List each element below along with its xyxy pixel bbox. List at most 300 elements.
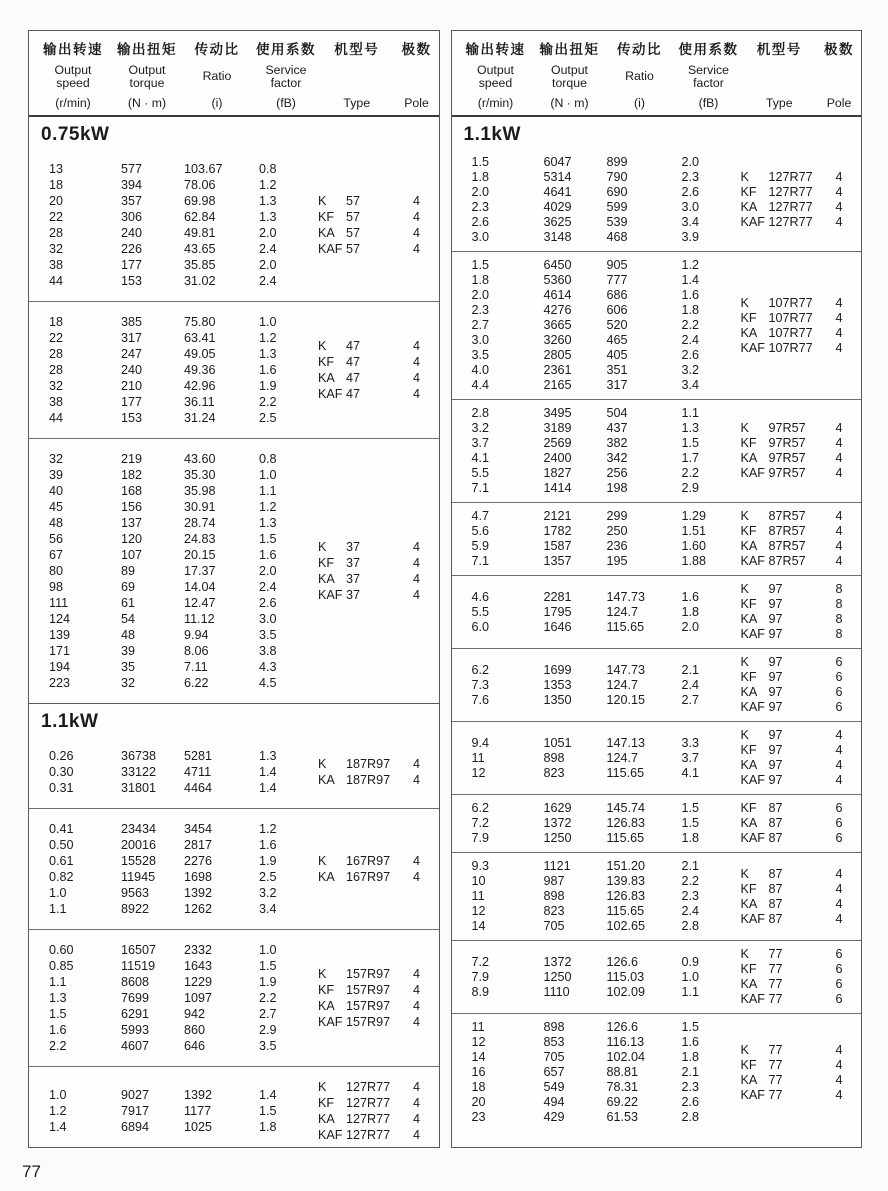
cell-ratio: 116.13: [606, 1035, 645, 1049]
cell-output-speed: 1.5: [49, 1007, 67, 1021]
cell-pole: 6: [835, 992, 843, 1006]
cell-output-speed: 6.2: [471, 801, 490, 815]
cell-ratio: 102.09: [606, 984, 646, 999]
cell-output-torque: 247: [121, 347, 143, 361]
cell-output-speed: 0.61: [49, 854, 74, 868]
cell-output-speed: 171: [49, 644, 71, 658]
cell-service-factor: 2.0: [259, 258, 277, 272]
cell-output-speed: 11: [471, 1020, 485, 1034]
type-model: 167R97: [346, 870, 391, 884]
power-section-title: 1.1kW: [463, 124, 521, 145]
cell-output-torque: 120: [121, 532, 143, 546]
column-header-service-factor: [255, 38, 317, 110]
cell-pole: 4: [835, 554, 843, 568]
cell-pole: 4: [835, 200, 843, 214]
type-prefix: KAF: [318, 387, 343, 401]
data-block: [452, 575, 862, 648]
cell-pole: 4: [412, 371, 420, 385]
cell-service-factor: 2.4: [681, 677, 700, 692]
type-row: [738, 421, 860, 436]
cell-type: [738, 326, 820, 341]
header-unit: Pole: [826, 96, 852, 110]
cell-output-torque: 2569: [543, 436, 572, 450]
cell-output-speed: 48: [49, 516, 64, 530]
cell-pole: 4: [835, 773, 843, 787]
type-row: [315, 1014, 437, 1030]
cell-output-speed: 1.6: [49, 1023, 67, 1037]
cell-service-factor: 1.5: [259, 1104, 277, 1118]
cell-pole: 6: [835, 655, 843, 669]
type-model: 167R97: [346, 854, 391, 868]
type-list: [738, 853, 860, 940]
cell-ratio: 790: [606, 170, 628, 184]
cell-type: [738, 554, 820, 569]
cell-service-factor: 0.8: [259, 162, 277, 176]
cell-output-torque: 494: [543, 1095, 565, 1109]
cell-service-factor: 2.0: [681, 155, 700, 169]
cell-type: [315, 354, 397, 370]
cell-ratio: 124.7: [606, 604, 639, 619]
cell-output-torque: 898: [543, 750, 565, 765]
cell-output-speed: 2.3: [471, 303, 490, 317]
cell-service-factor: 1.9: [259, 379, 277, 393]
cell-output-speed: 80: [49, 564, 64, 578]
type-model: 37: [346, 540, 361, 554]
cell-ratio: 860: [184, 1023, 206, 1037]
cell-service-factor: 3.4: [259, 902, 277, 916]
cell-output-speed: 7.3: [471, 677, 490, 692]
column-header-ratio: [179, 38, 255, 110]
cell-output-speed: 9.4: [471, 735, 490, 750]
type-prefix: KAF: [740, 466, 765, 480]
type-model: 127R77: [346, 1128, 391, 1142]
type-prefix: KF: [740, 1057, 757, 1072]
type-model: 97: [768, 597, 783, 611]
cell-pole: 4: [412, 556, 420, 570]
cell-output-speed: 8.9: [471, 984, 490, 999]
cell-output-torque: 1250: [543, 831, 572, 845]
cell-output-torque: 226: [121, 242, 143, 256]
cell-output-speed: 16: [471, 1065, 486, 1079]
cell-pole: 4: [835, 539, 843, 553]
cell-output-speed: 20: [471, 1095, 486, 1109]
cell-ratio: 88.81: [606, 1065, 639, 1079]
cell-output-speed: 1.5: [471, 258, 490, 272]
cell-output-torque: 394: [121, 178, 143, 192]
header-label-en: Output speed: [477, 62, 514, 90]
cell-pole: 4: [835, 451, 843, 465]
cell-pole: 4: [835, 758, 843, 772]
cell-output-torque: 1699: [543, 662, 572, 677]
cell-ratio: 120.15: [606, 692, 646, 707]
type-model: 97: [768, 700, 783, 714]
cell-output-torque: 2281: [543, 589, 572, 604]
cell-type: [738, 728, 820, 743]
type-model: 47: [346, 387, 361, 401]
cell-ratio: 7.11: [184, 660, 208, 674]
cell-pole: 4: [412, 983, 420, 997]
type-model: 187R97: [346, 773, 391, 787]
cell-type: [738, 1088, 820, 1103]
cell-output-torque: 5360: [543, 273, 572, 287]
cell-ratio: 115.65: [606, 765, 645, 780]
type-row: [738, 670, 860, 685]
type-prefix: KAF: [740, 773, 765, 787]
type-prefix: KA: [740, 816, 758, 830]
cell-ratio: 49.05: [184, 347, 216, 361]
cell-output-speed: 28: [49, 363, 64, 377]
cell-type: [738, 421, 820, 436]
cell-output-torque: 4607: [121, 1039, 150, 1053]
type-model: 97: [768, 582, 783, 596]
cell-pole: 4: [835, 215, 843, 229]
cell-ratio: 1177: [184, 1104, 212, 1118]
type-prefix: KF: [740, 597, 757, 611]
cell-output-torque: 5993: [121, 1023, 150, 1037]
data-block: [29, 301, 439, 438]
type-model: 37: [346, 588, 361, 602]
cell-output-torque: 23434: [121, 822, 157, 836]
type-row: [738, 867, 860, 882]
spec-table-right: [451, 30, 863, 1148]
cell-pole: 6: [835, 947, 843, 961]
type-row: [738, 655, 860, 670]
cell-pole: 4: [835, 911, 843, 926]
cell-output-torque: 32: [121, 676, 136, 690]
cell-output-speed: 98: [49, 580, 64, 594]
cell-type: [738, 170, 820, 185]
header-unit: (fB): [276, 96, 296, 110]
header-label-en: Output torque: [128, 62, 166, 90]
cell-output-torque: 705: [543, 1050, 565, 1064]
cell-service-factor: 1.7: [681, 451, 700, 465]
cell-ratio: 31.24: [184, 411, 216, 425]
spec-table-left: [28, 30, 440, 1148]
type-row: [315, 241, 437, 257]
cell-output-torque: 168: [121, 484, 143, 498]
cell-service-factor: 1.6: [259, 548, 277, 562]
type-list: [315, 149, 437, 301]
cell-output-torque: 107: [121, 548, 143, 562]
cell-output-speed: 32: [49, 379, 64, 393]
cell-output-speed: 4.7: [471, 509, 490, 523]
cell-ratio: 115.65: [606, 904, 645, 918]
cell-output-speed: 0.85: [49, 959, 74, 973]
cell-type: [738, 801, 820, 816]
cell-service-factor: 1.3: [259, 347, 277, 361]
cell-type: [315, 998, 397, 1014]
cell-output-torque: 1350: [543, 692, 572, 707]
cell-service-factor: 1.2: [259, 178, 277, 192]
type-row: [738, 215, 860, 230]
cell-pole: 6: [835, 816, 843, 830]
cell-pole: 4: [412, 355, 420, 369]
type-model: 97: [768, 728, 783, 742]
cell-ratio: 35.30: [184, 468, 216, 482]
cell-output-torque: 1357: [543, 554, 572, 568]
cell-service-factor: 1.8: [681, 831, 700, 845]
column-header-output-speed: [454, 38, 538, 110]
cell-output-torque: 2121: [543, 509, 572, 523]
type-row: [738, 912, 860, 927]
type-model: 127R77: [346, 1112, 391, 1126]
data-block: [29, 808, 439, 929]
type-row: [738, 524, 860, 539]
type-list: [315, 930, 437, 1066]
cell-service-factor: 3.7: [681, 750, 700, 765]
cell-service-factor: 2.6: [681, 1095, 700, 1109]
type-row: [738, 311, 860, 326]
cell-output-speed: 7.2: [471, 954, 490, 969]
cell-pole: 4: [835, 881, 843, 896]
column-header-type: [317, 38, 397, 110]
cell-output-torque: 177: [121, 395, 143, 409]
cell-ratio: 30.91: [184, 500, 216, 514]
cell-output-speed: 40: [49, 484, 64, 498]
type-list: [738, 576, 860, 648]
type-model: 87: [768, 831, 783, 845]
cell-service-factor: 1.29: [681, 509, 707, 523]
cell-output-torque: 177: [121, 258, 143, 272]
cell-type: [738, 816, 820, 831]
cell-ratio: 1229: [184, 975, 213, 989]
cell-service-factor: 1.5: [681, 801, 700, 815]
cell-type: [738, 947, 820, 962]
cell-service-factor: 1.4: [259, 765, 277, 779]
type-row: [738, 554, 860, 569]
column-header-output-speed: [31, 38, 115, 110]
cell-output-torque: 1782: [543, 524, 572, 538]
cell-service-factor: 2.7: [681, 692, 700, 707]
cell-service-factor: 2.6: [259, 596, 277, 610]
type-list: [738, 649, 860, 721]
type-model: 87: [768, 866, 783, 881]
cell-service-factor: 2.5: [259, 411, 277, 425]
cell-service-factor: 1.0: [259, 315, 277, 329]
cell-output-torque: 2400: [543, 451, 572, 465]
cell-type: [315, 338, 397, 354]
cell-pole: 4: [835, 743, 843, 757]
cell-type: [315, 225, 397, 241]
type-row: [315, 1079, 437, 1095]
data-block: [452, 648, 862, 721]
type-row: [315, 338, 437, 354]
type-model: 127R77: [346, 1096, 391, 1110]
cell-output-torque: 8922: [121, 902, 150, 916]
type-prefix: K: [318, 967, 327, 981]
cell-output-torque: 153: [121, 274, 143, 288]
cell-service-factor: 2.2: [259, 991, 277, 1005]
type-row: [738, 326, 860, 341]
cell-service-factor: 1.4: [681, 273, 700, 287]
cell-pole: 4: [412, 387, 420, 401]
cell-ratio: 147.73: [606, 589, 646, 604]
cell-pole: 4: [835, 896, 843, 911]
cell-ratio: 12.47: [184, 596, 216, 610]
cell-output-speed: 2.3: [471, 200, 490, 214]
cell-pole: 6: [835, 700, 843, 714]
cell-output-torque: 1629: [543, 801, 572, 815]
type-model: 127R77: [768, 170, 813, 184]
cell-ratio: 1025: [184, 1120, 213, 1134]
type-prefix: KAF: [740, 700, 765, 714]
cell-service-factor: 1.8: [681, 303, 700, 317]
cell-service-factor: 3.0: [259, 612, 277, 626]
type-row: [315, 1127, 437, 1143]
cell-pole: 4: [835, 466, 843, 480]
cell-service-factor: 2.3: [681, 889, 700, 903]
cell-output-speed: 2.0: [471, 288, 490, 302]
cell-type: [738, 200, 820, 215]
type-prefix: K: [740, 509, 749, 523]
data-block: [29, 149, 439, 301]
cell-output-torque: 823: [543, 904, 565, 918]
cell-pole: 8: [835, 627, 843, 641]
cell-ratio: 43.65: [184, 242, 216, 256]
cell-type: [738, 773, 820, 788]
cell-type: [738, 1043, 820, 1058]
cell-output-torque: 657: [543, 1065, 565, 1079]
cell-ratio: 8.06: [184, 644, 209, 658]
type-list: [738, 400, 860, 502]
type-row: [315, 370, 437, 386]
cell-type: [315, 571, 397, 587]
cell-output-speed: 56: [49, 532, 64, 546]
cell-type: [315, 982, 397, 998]
cell-ratio: 437: [606, 421, 628, 435]
header-unit: (i): [634, 96, 645, 110]
cell-output-speed: 6.2: [471, 662, 490, 677]
type-prefix: K: [318, 194, 327, 208]
cell-service-factor: 1.1: [681, 984, 700, 999]
type-prefix: KF: [740, 743, 757, 757]
cell-output-speed: 2.2: [49, 1039, 67, 1053]
cell-output-speed: 44: [49, 411, 64, 425]
cell-output-torque: 1250: [543, 969, 572, 984]
cell-output-torque: 137: [121, 516, 143, 530]
cell-type: [738, 311, 820, 326]
type-list: [315, 302, 437, 438]
cell-output-torque: 35: [121, 660, 136, 674]
cell-ratio: 599: [606, 200, 628, 214]
column-header-pole: [819, 38, 859, 110]
cell-pole: 4: [412, 1096, 420, 1110]
cell-output-speed: 7.9: [471, 969, 490, 984]
cell-service-factor: 2.9: [681, 481, 700, 495]
cell-ratio: 4464: [184, 781, 213, 795]
type-row: [315, 193, 437, 209]
cell-pole: 4: [835, 436, 843, 450]
cell-output-torque: 31801: [121, 781, 157, 795]
type-prefix: KA: [318, 572, 335, 586]
cell-output-speed: 7.2: [471, 816, 490, 830]
type-prefix: K: [740, 866, 749, 881]
cell-pole: 4: [412, 194, 420, 208]
cell-service-factor: 2.3: [681, 1080, 700, 1094]
cell-ratio: 504: [606, 406, 628, 420]
power-section: [452, 117, 862, 1131]
cell-type: [738, 296, 820, 311]
type-model: 37: [346, 572, 361, 586]
type-row: [315, 982, 437, 998]
cell-output-torque: 4641: [543, 185, 572, 199]
cell-output-speed: 11: [471, 889, 485, 903]
cell-type: [738, 743, 820, 758]
type-model: 57: [346, 210, 361, 224]
cell-service-factor: 1.60: [681, 539, 707, 553]
cell-output-speed: 0.31: [49, 781, 74, 795]
cell-output-speed: 3.0: [471, 333, 490, 347]
cell-output-torque: 1051: [543, 735, 572, 750]
cell-ratio: 78.31: [606, 1080, 639, 1094]
cell-output-speed: 0.60: [49, 943, 74, 957]
cell-output-torque: 317: [121, 331, 143, 345]
cell-output-speed: 28: [49, 347, 64, 361]
header-label-en: Ratio: [625, 69, 654, 84]
header-label-en: Output speed: [54, 62, 92, 90]
column-header-type: [740, 38, 820, 110]
cell-type: [315, 772, 397, 788]
cell-output-torque: 1121: [543, 859, 571, 873]
cell-service-factor: 3.9: [681, 230, 700, 244]
cell-output-torque: 3189: [543, 421, 572, 435]
data-block: [29, 736, 439, 808]
cell-pole: 4: [412, 540, 420, 554]
type-list: [738, 795, 860, 852]
header-label-zh: 输出转速: [43, 42, 103, 57]
cell-pole: 4: [835, 866, 843, 881]
cell-output-torque: 2165: [543, 378, 572, 392]
type-model: 97R57: [768, 436, 806, 450]
cell-ratio: 905: [606, 258, 628, 272]
type-model: 87: [768, 816, 783, 830]
header-label-zh: 极数: [401, 42, 432, 57]
cell-service-factor: 1.1: [681, 406, 700, 420]
page-number: 77: [22, 1162, 41, 1181]
cell-output-speed: 1.0: [49, 886, 67, 900]
type-prefix: K: [740, 728, 749, 742]
cell-service-factor: 1.0: [259, 468, 277, 482]
cell-output-speed: 5.5: [471, 466, 490, 480]
cell-service-factor: 1.8: [681, 1050, 700, 1064]
type-prefix: KF: [740, 436, 757, 450]
type-row: [738, 436, 860, 451]
header-label-zh: 机型号: [334, 42, 380, 57]
data-block: [452, 502, 862, 575]
type-prefix: KAF: [318, 588, 343, 602]
cell-ratio: 256: [606, 466, 628, 480]
cell-output-torque: 16507: [121, 943, 157, 957]
cell-output-speed: 1.5: [471, 155, 490, 169]
cell-ratio: 195: [606, 554, 628, 568]
cell-ratio: 250: [606, 524, 628, 538]
column-header-output-torque: [538, 38, 602, 110]
cell-output-speed: 2.6: [471, 215, 490, 229]
cell-output-speed: 4.1: [471, 451, 490, 465]
type-row: [738, 831, 860, 846]
cell-output-torque: 3665: [543, 318, 572, 332]
type-model: 107R77: [768, 340, 813, 355]
data-block: [452, 940, 862, 1013]
cell-output-torque: 5314: [543, 170, 572, 184]
cell-output-torque: 823: [543, 765, 565, 780]
cell-output-speed: 9.3: [471, 859, 490, 873]
type-model: 77: [768, 962, 783, 976]
type-model: 157R97: [346, 983, 391, 997]
cell-service-factor: 2.8: [681, 919, 700, 933]
type-row: [315, 354, 437, 370]
cell-output-speed: 139: [49, 628, 71, 642]
